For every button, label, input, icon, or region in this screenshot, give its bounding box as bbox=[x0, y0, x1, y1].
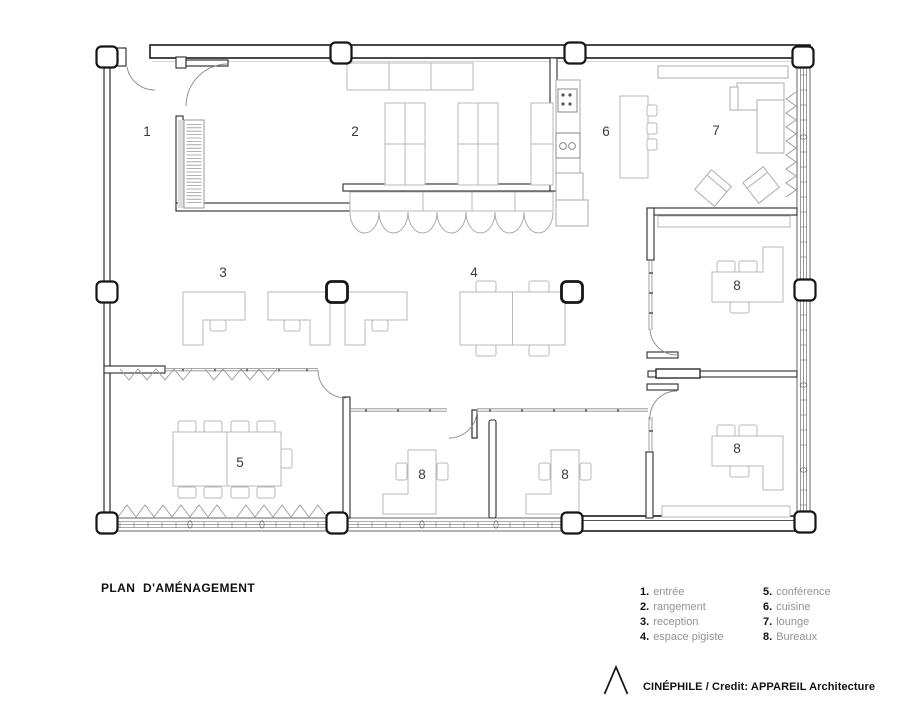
column bbox=[793, 47, 814, 68]
vestibule-door-leaf bbox=[186, 60, 228, 66]
top-wall bbox=[150, 45, 810, 58]
chair bbox=[210, 320, 226, 331]
chair bbox=[396, 463, 407, 480]
conference-door-swing bbox=[318, 370, 346, 398]
column bbox=[331, 43, 352, 64]
chair bbox=[281, 449, 292, 468]
column bbox=[795, 280, 816, 301]
room-number-label: 8 bbox=[733, 441, 741, 456]
legend-item bbox=[640, 631, 724, 646]
desk bbox=[345, 292, 407, 345]
legend-item bbox=[763, 616, 831, 631]
chair bbox=[284, 320, 300, 331]
lounge-chair bbox=[743, 167, 779, 203]
room-number-label: 3 bbox=[219, 265, 227, 280]
legend-item-label: rangement bbox=[653, 601, 706, 613]
kitchen-island bbox=[620, 96, 657, 178]
legend-item-label: cuisine bbox=[776, 601, 811, 613]
office-desk-middle-right bbox=[526, 450, 591, 514]
coat-closet bbox=[178, 120, 204, 208]
chair bbox=[437, 463, 448, 480]
column bbox=[565, 43, 586, 64]
stool bbox=[647, 105, 657, 116]
legend-item-number: 3. bbox=[640, 616, 650, 628]
room-number-label: 5 bbox=[236, 455, 244, 470]
chair bbox=[730, 302, 749, 313]
legend-item-label: reception bbox=[653, 616, 699, 628]
sofa bbox=[730, 83, 784, 153]
desk bbox=[268, 292, 330, 345]
legend-item-number: 7. bbox=[763, 616, 773, 628]
chair bbox=[178, 487, 196, 498]
chair bbox=[539, 463, 550, 480]
credenza bbox=[658, 216, 790, 227]
chair bbox=[257, 421, 275, 432]
legend-item-label: conférence bbox=[776, 586, 831, 598]
column bbox=[795, 512, 816, 533]
room-number-label: 7 bbox=[712, 123, 720, 138]
chair bbox=[204, 487, 222, 498]
chair bbox=[231, 421, 249, 432]
kitchen-counter bbox=[556, 80, 588, 226]
legend-item-label: entrée bbox=[653, 586, 685, 598]
legend-item bbox=[640, 601, 724, 616]
lounge-curtain bbox=[786, 92, 796, 197]
office-br-door-swing bbox=[650, 391, 677, 420]
legend-column-2 bbox=[763, 586, 831, 646]
middle-office-door-leaf bbox=[472, 410, 477, 438]
legend-item-number: 8. bbox=[763, 631, 773, 643]
legend-item-number: 2. bbox=[640, 601, 650, 613]
middle-office-divider bbox=[489, 420, 496, 518]
conference-curtain-bottom bbox=[118, 505, 226, 517]
legend-column-1 bbox=[640, 586, 724, 646]
locker-doors bbox=[350, 212, 553, 233]
credit-text: CINÉPHILE / Credit: APPAREIL Architecture bbox=[643, 681, 876, 693]
desk bbox=[712, 247, 783, 302]
legend-item-label: espace pigiste bbox=[653, 631, 724, 643]
plan-title: PLAN D'AMÉNAGEMENT bbox=[101, 581, 256, 595]
legend-item bbox=[640, 616, 724, 631]
vestibule-wall-top-stub bbox=[176, 57, 186, 68]
storage-room-bottom-wall bbox=[343, 184, 557, 191]
chair bbox=[739, 425, 757, 436]
legend-item-number: 5. bbox=[763, 586, 773, 598]
office-door-stub-2 bbox=[647, 384, 678, 390]
legend-item-number: 4. bbox=[640, 631, 650, 643]
column bbox=[327, 282, 348, 303]
entrance-door-swing bbox=[127, 67, 155, 90]
legend-item-label: lounge bbox=[776, 616, 810, 628]
vestibule-door-swing bbox=[186, 64, 228, 106]
freelance-table bbox=[460, 281, 565, 356]
lounge-shelf bbox=[658, 66, 788, 78]
credit-line bbox=[601, 665, 875, 696]
legend-item bbox=[763, 586, 831, 601]
room-number-label: 4 bbox=[470, 265, 478, 280]
room-number-label: 6 bbox=[602, 124, 610, 139]
lounge-furniture bbox=[658, 66, 788, 206]
office-wall-vertical-top bbox=[647, 208, 654, 260]
chair bbox=[476, 345, 496, 356]
chair bbox=[204, 421, 222, 432]
reception-desks bbox=[183, 292, 407, 345]
legend-item-number: 6. bbox=[763, 601, 773, 613]
column bbox=[97, 282, 118, 303]
room-number-label: 8 bbox=[733, 278, 741, 293]
chair bbox=[476, 281, 496, 292]
room-number-label: 1 bbox=[143, 124, 151, 139]
furniture bbox=[173, 63, 790, 517]
conference-set bbox=[173, 421, 292, 498]
conference-right-wall bbox=[343, 397, 350, 518]
chair bbox=[231, 487, 249, 498]
chair bbox=[372, 320, 388, 331]
chair bbox=[717, 261, 735, 272]
chair bbox=[717, 425, 735, 436]
legend-item-label: Bureaux bbox=[776, 631, 818, 643]
chair bbox=[257, 487, 275, 498]
column bbox=[97, 513, 118, 534]
chair bbox=[739, 261, 757, 272]
column bbox=[97, 47, 118, 68]
lounge-chair bbox=[695, 170, 732, 207]
legend-item-number: 1. bbox=[640, 586, 650, 598]
chair bbox=[730, 466, 749, 477]
room-number-label: 8 bbox=[418, 467, 426, 482]
chair bbox=[580, 463, 591, 480]
bottom-wall-solid bbox=[578, 516, 805, 531]
stove bbox=[558, 89, 577, 112]
stool bbox=[647, 123, 657, 134]
chair bbox=[529, 281, 549, 292]
column bbox=[562, 282, 583, 303]
office-desk-middle-left bbox=[383, 450, 448, 514]
credenza bbox=[662, 506, 790, 517]
legend-item bbox=[763, 631, 831, 646]
office-wall-vertical-bottom bbox=[646, 452, 653, 518]
office-top-right bbox=[658, 216, 790, 313]
caret-logo-icon bbox=[601, 665, 631, 696]
chair bbox=[178, 421, 196, 432]
office-bottom-right bbox=[662, 425, 790, 517]
column bbox=[562, 513, 583, 534]
desk bbox=[712, 436, 783, 490]
legend-item bbox=[640, 586, 724, 601]
room-number-label: 8 bbox=[561, 467, 569, 482]
column bbox=[327, 513, 348, 534]
desk bbox=[183, 292, 245, 345]
office-tr-door-swing bbox=[650, 329, 677, 355]
room-number-label: 2 bbox=[351, 124, 359, 139]
chair bbox=[529, 345, 549, 356]
legend-item bbox=[763, 601, 831, 616]
stool bbox=[647, 139, 657, 150]
lounge-office-wall bbox=[647, 208, 797, 215]
